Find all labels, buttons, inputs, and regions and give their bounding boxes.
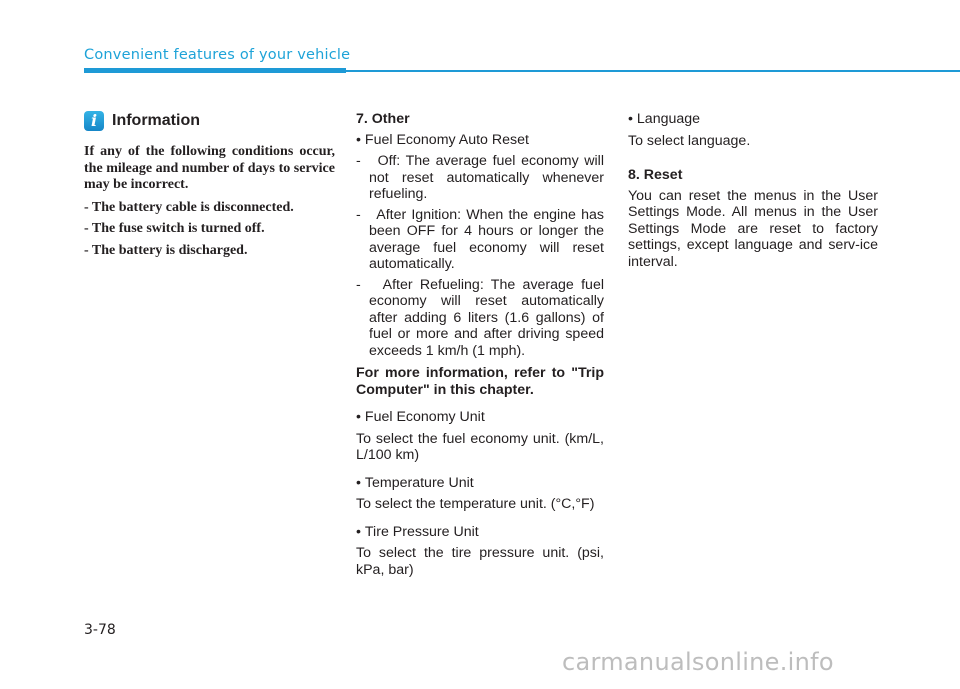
fuel-reset-option-off: - Off: The average fuel economy will not reset automatically whenever refueling. (356, 153, 604, 203)
information-item: - The battery cable is disconnected. (84, 199, 294, 215)
section-header-title: Convenient features of your vehicle (84, 47, 351, 63)
language-description: To select language. (628, 132, 751, 149)
reset-section-title: 8. Reset (628, 167, 683, 183)
information-item: - The fuse switch is turned off. (84, 221, 265, 236)
other-section-title: 7. Other (356, 111, 410, 127)
page-number: 3-78 (84, 622, 116, 638)
watermark: carmanualsonline.info (562, 648, 834, 676)
tire-pressure-unit-bullet: • Tire Pressure Unit (356, 524, 604, 541)
information-item: - The battery is discharged. (84, 242, 248, 258)
info-icon: i (84, 111, 104, 131)
tire-pressure-unit-description: To select the tire pressure unit. (psi, kPa, bar) (356, 545, 604, 578)
header-rule-accent (84, 68, 346, 73)
fuel-unit-description: To select the fuel economy unit. (km/L, L/100 km) (356, 430, 604, 463)
fuel-unit-bullet: • Fuel Economy Unit (356, 409, 604, 426)
temperature-unit-bullet: • Temperature Unit (356, 475, 604, 492)
information-heading (84, 110, 335, 132)
fuel-reset-option-after-ignition: - After Ignition: When the engine has been OFF for 4 hours or longer the average fuel economy will reset automatically. (356, 207, 604, 273)
fuel-reset-option-after-refueling: - After Refueling: The average fuel economy will reset automatically after adding 6 liters (1.6 gallons) of fuel or more and after driving speed exceeds 1 km/h (1 mph). (356, 277, 604, 360)
trip-computer-reference: For more information, refer to "Trip Computer" in this chapter. (356, 365, 604, 398)
reset-column (628, 111, 878, 270)
header-rule (346, 70, 960, 72)
information-note (84, 110, 335, 264)
reset-description: You can reset the menus in the User Settings Mode. All menus in the User Settings Mode are reset to factory settings, except language and serv-ice interval. (628, 187, 878, 270)
language-bullet: • Language (628, 111, 878, 128)
information-body: If any of the following conditions occur, the mileage and number of days to service may be incorrect. (84, 144, 335, 192)
temperature-unit-description: To select the temperature unit. (°C,°F) (356, 496, 595, 512)
fuel-reset-bullet: • Fuel Economy Auto Reset (356, 132, 604, 149)
information-title: Information (112, 112, 200, 129)
other-section (356, 111, 604, 578)
